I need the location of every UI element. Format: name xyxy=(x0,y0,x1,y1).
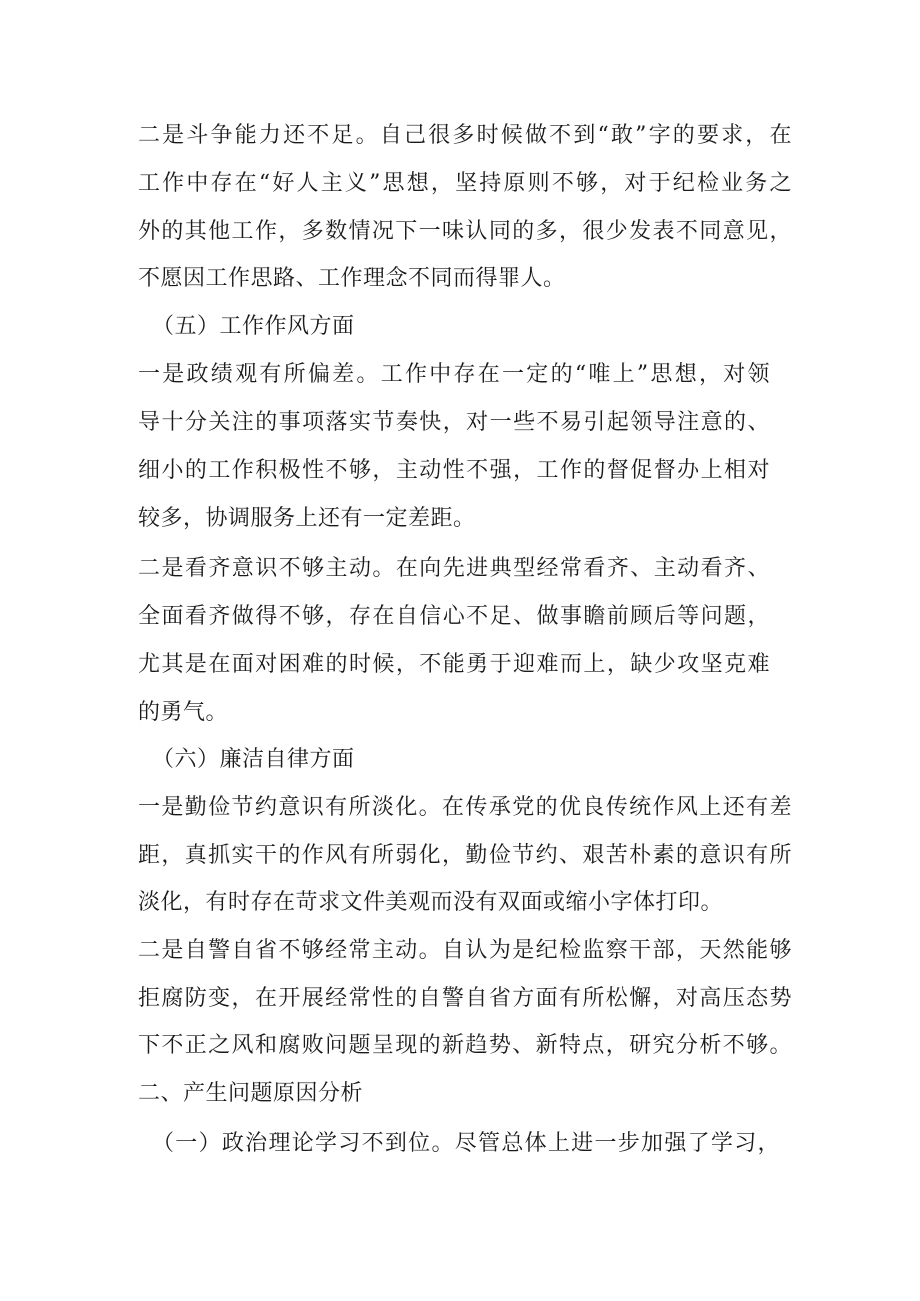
section-heading: 二、产生问题原因分析 xyxy=(138,1081,364,1106)
paragraph-line: 下不正之风和腐败问题呈现的新趋势、新特点，研究分析不够。 xyxy=(138,1033,792,1058)
paragraph-line: 不愿因工作思路、工作理念不同而得罪人。 xyxy=(138,266,566,291)
section-heading: （五）工作作风方面 xyxy=(152,314,355,339)
paragraph-line: 一是政绩观有所偏差。工作中存在一定的“唯上”思想，对领 xyxy=(138,362,770,387)
paragraph-line: 外的其他工作，多数情况下一味认同的多，很少发表不同意见， xyxy=(138,219,792,244)
paragraph-line: 淡化，有时存在苛求文件美观而没有双面或缩小字体打印。 xyxy=(138,890,724,915)
paragraph-line: 尤其是在面对困难的时候，不能勇于迎难而上，缺少攻坚克难 xyxy=(138,652,770,677)
paragraph-line: 一是勤俭节约意识有所淡化。在传承党的优良传统作风上还有差 xyxy=(138,795,792,820)
paragraph-line: 二是斗争能力还不足。自己很多时候做不到“敢”字的要求，在 xyxy=(138,123,792,148)
section-heading: （六）廉洁自律方面 xyxy=(152,747,355,772)
paragraph-line: 导十分关注的事项落实节奏快，对一些不易引起领导注意的、 xyxy=(138,410,770,435)
paragraph-line: 细小的工作积极性不够，主动性不强，工作的督促督办上相对 xyxy=(138,458,770,483)
paragraph-line: 距，真抓实干的作风有所弱化，勤俭节约、艰苦朴素的意识有所 xyxy=(138,843,792,868)
paragraph-line: 较多，协调服务上还有一定差距。 xyxy=(138,506,476,531)
paragraph-line: 拒腐防变，在开展经常性的自警自省方面有所松懈，对高压态势 xyxy=(138,986,792,1011)
paragraph-line: 工作中存在“好人主义”思想，坚持原则不够，对于纪检业务之 xyxy=(138,171,792,196)
paragraph-line: （一）政治理论学习不到位。尽管总体上进一步加强了学习， xyxy=(152,1131,780,1156)
paragraph-line: 的勇气。 xyxy=(138,700,229,725)
paragraph-line: 二是看齐意识不够主动。在向先进典型经常看齐、主动看齐、 xyxy=(138,556,770,581)
paragraph-line: 二是自警自省不够经常主动。自认为是纪检监察干部，天然能够 xyxy=(138,938,792,963)
paragraph-line: 全面看齐做得不够，存在自信心不足、做事瞻前顾后等问题， xyxy=(138,604,770,629)
